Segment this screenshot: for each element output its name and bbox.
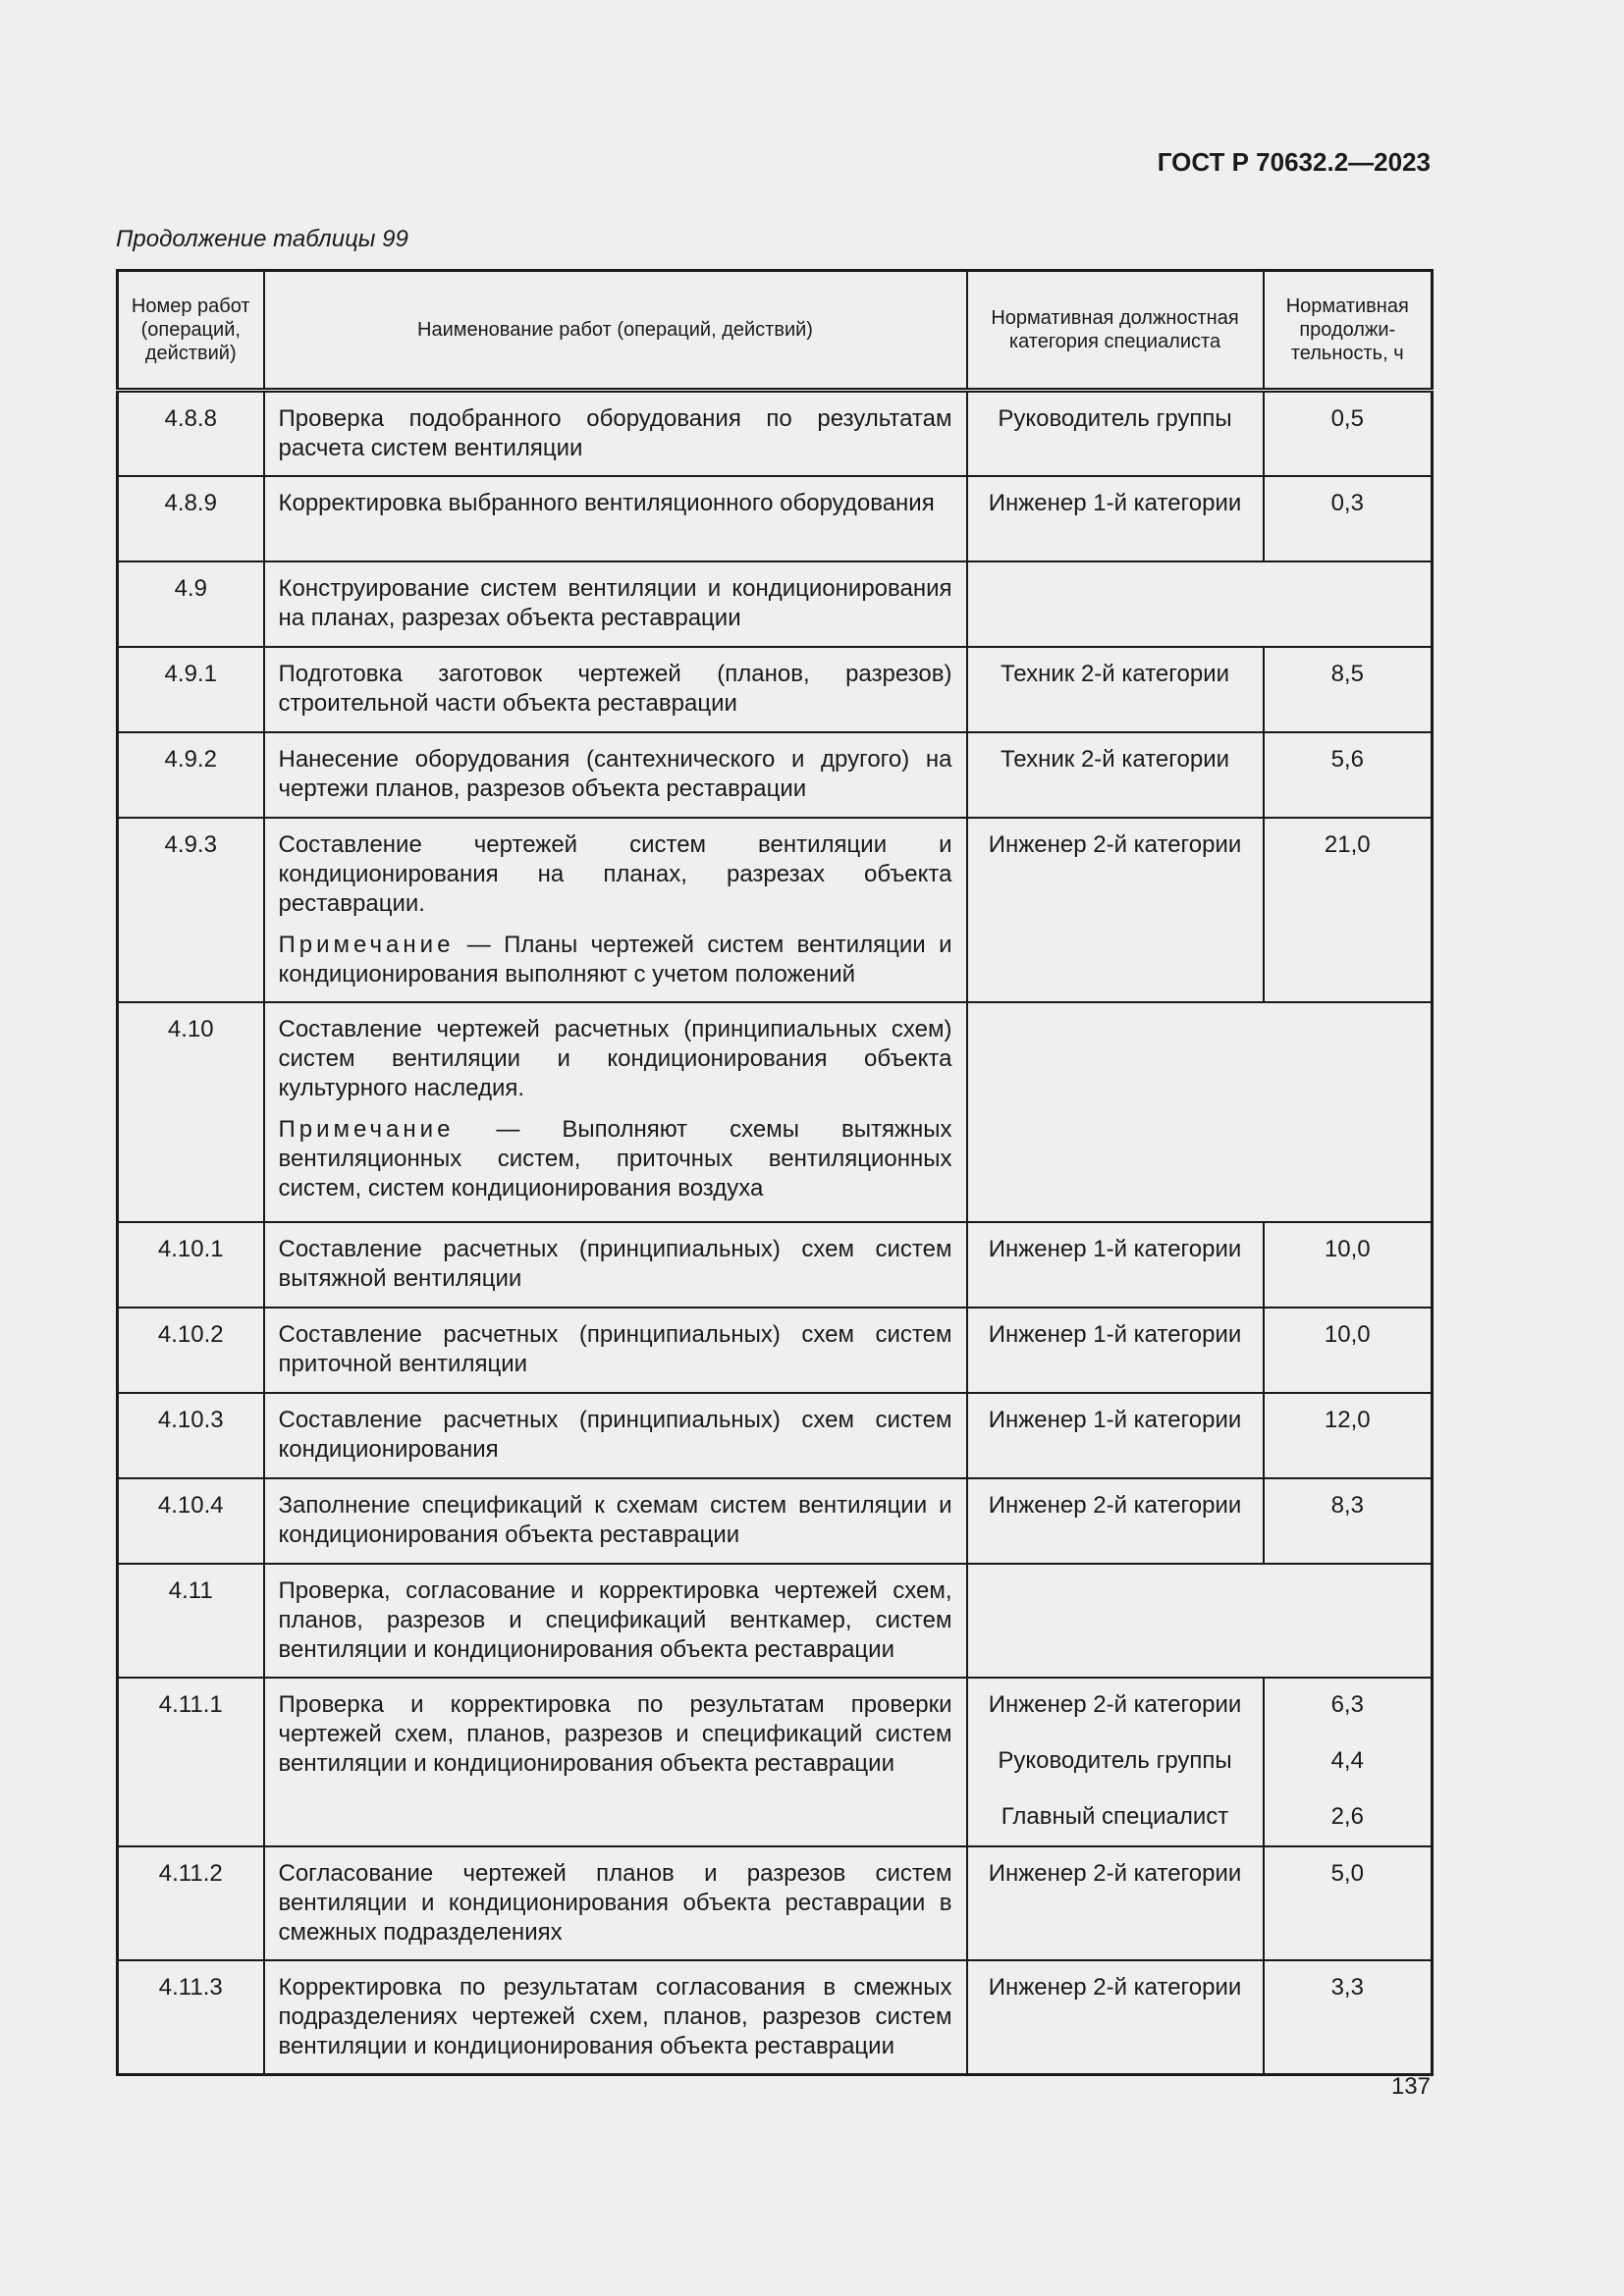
work-number: 4.10.4 [118,1478,264,1564]
specialist-category: Инженер 1-й категории [967,1393,1264,1478]
duration-hours: 5,0 [1264,1846,1433,1960]
duration-hours: 8,5 [1264,647,1433,732]
table-row [118,647,1433,732]
duration-hours: 10,0 [1264,1222,1433,1308]
duration-hours: 0,5 [1264,391,1433,477]
work-number: 4.10.3 [118,1393,264,1478]
table-caption: Продолжение таблицы 99 [116,226,408,252]
duration-hours: 8,3 [1264,1478,1433,1564]
document-code: ГОСТ Р 70632.2—2023 [1157,147,1431,177]
table-row [118,1478,1433,1564]
note-label: Примечание [278,932,455,958]
specialist-category: Инженер 1-й категории [967,476,1264,561]
page-number: 137 [1390,2073,1431,2100]
work-name: Проверка подобранного оборудования по результатам расчета систем вентиляции [264,391,967,477]
specialist-category: Инженер 2-й категории [967,818,1264,1002]
work-number: 4.9.1 [118,647,264,732]
table-row [118,391,1433,477]
work-number: 4.11.1 [118,1678,264,1846]
table-row [118,818,1433,1002]
specialist-category: Главный специалист [1001,1803,1229,1830]
table-row-section [118,561,1433,647]
work-name: Корректировка по результатам согласования в смежных подразделениях чертежей схем, планов, разрезов систем вентиляции и кондиционирования объекта реставрации [264,1960,967,2075]
work-name-cell [264,818,967,1002]
work-number: 4.8.9 [118,476,264,561]
table-row [118,1222,1433,1308]
table-row [118,1308,1433,1393]
table-row [118,1393,1433,1478]
table-row [118,732,1433,818]
duration-hours: 12,0 [1264,1393,1433,1478]
header-name: Наименование работ (операций, действий) [264,271,967,391]
specialist-category: Инженер 1-й категории [967,1308,1264,1393]
work-number: 4.11.2 [118,1846,264,1960]
work-number: 4.10.2 [118,1308,264,1393]
norms-table [116,269,1434,2076]
table-row-section [118,1002,1433,1222]
work-name: Нанесение оборудования (сантехнического и другого) на чертежи планов, разрезов объекта реставрации [264,732,967,818]
table-row [118,476,1433,561]
duration-hours: 10,0 [1264,1308,1433,1393]
specialist-category: Инженер 2-й категории [988,1691,1242,1718]
work-number: 4.10 [118,1002,264,1222]
table-row [118,1960,1433,2075]
duration-hours: 6,3 [1330,1691,1364,1718]
duration-hours: 21,0 [1264,818,1433,1002]
empty-cell [967,1002,1433,1222]
table-row [118,1846,1433,1960]
work-name: Составление расчетных (принципиальных) схем систем приточной вентиляции [264,1308,967,1393]
note-text: — Планы чертежей систем вентиляции и кондиционирования выполняют с учетом положений [278,932,952,988]
table-row [118,1678,1433,1846]
work-name: Составление расчетных (принципиальных) схем систем кондиционирования [264,1393,967,1478]
note-label: Примечание [278,1116,455,1143]
work-name: Составление расчетных (принципиальных) схем систем вытяжной вентиляции [264,1222,967,1308]
header-category: Нормативная должностная категория специалиста [967,271,1264,391]
note-text: — Выполняют схемы вытяжных вентиляционных систем, приточных вентиляционных систем, систем кондиционирования воздуха [278,1116,952,1201]
work-number: 4.8.8 [118,391,264,477]
header-number: Номер работ (операций, действий) [118,271,264,391]
duration-hours: 0,3 [1264,476,1433,561]
duration-hours: 4,4 [1330,1747,1364,1774]
work-number: 4.9.3 [118,818,264,1002]
table-header-row [118,271,1433,391]
table-row-section [118,1564,1433,1678]
specialist-category: Инженер 2-й категории [967,1846,1264,1960]
work-number: 4.9 [118,561,264,647]
work-note [279,1115,952,1203]
work-name: Конструирование систем вентиляции и кондиционирования на планах, разрезах объекта реставрации [264,561,967,647]
duration-hours: 5,6 [1264,732,1433,818]
specialist-category: Руководитель группы [967,391,1264,477]
header-duration: Нормативная продолжи-тельность, ч [1264,271,1433,391]
specialist-category: Инженер 2-й категории [967,1478,1264,1564]
work-name: Проверка, согласование и корректировка чертежей схем, планов, разрезов и спецификаций венткамер, систем вентиляции и кондиционирования объекта реставрации [264,1564,967,1678]
duration-hours-list [1264,1678,1433,1846]
specialist-category: Руководитель группы [998,1747,1232,1774]
work-name: Проверка и корректировка по результатам проверки чертежей схем, планов, разрезов и спецификаций систем вентиляции и кондиционирования объекта реставрации [264,1678,967,1846]
empty-cell [967,1564,1433,1678]
work-number: 4.10.1 [118,1222,264,1308]
work-name: Согласование чертежей планов и разрезов систем вентиляции и кондиционирования объекта реставрации в смежных подразделениях [264,1846,967,1960]
specialist-category: Техник 2-й категории [967,647,1264,732]
work-note [279,931,952,989]
work-name: Составление чертежей расчетных (принципиальных схем) систем вентиляции и кондиционирования объекта культурного наследия. [278,1016,952,1101]
work-number: 4.9.2 [118,732,264,818]
work-number: 4.11 [118,1564,264,1678]
specialist-category: Инженер 1-й категории [967,1222,1264,1308]
specialist-category-list [967,1678,1264,1846]
specialist-category: Инженер 2-й категории [967,1960,1264,2075]
work-name-cell [264,1002,967,1222]
specialist-category: Техник 2-й категории [967,732,1264,818]
work-name: Заполнение спецификаций к схемам систем вентиляции и кондиционирования объекта реставрации [264,1478,967,1564]
empty-cell [967,561,1433,647]
duration-hours: 2,6 [1330,1803,1364,1830]
duration-hours: 3,3 [1264,1960,1433,2075]
work-name: Подготовка заготовок чертежей (планов, разрезов) строительной части объекта реставрации [264,647,967,732]
work-number: 4.11.3 [118,1960,264,2075]
work-name: Составление чертежей систем вентиляции и кондиционирования на планах, разрезах объекта реставрации. [278,831,952,917]
work-name: Корректировка выбранного вентиляционного оборудования [264,476,967,561]
